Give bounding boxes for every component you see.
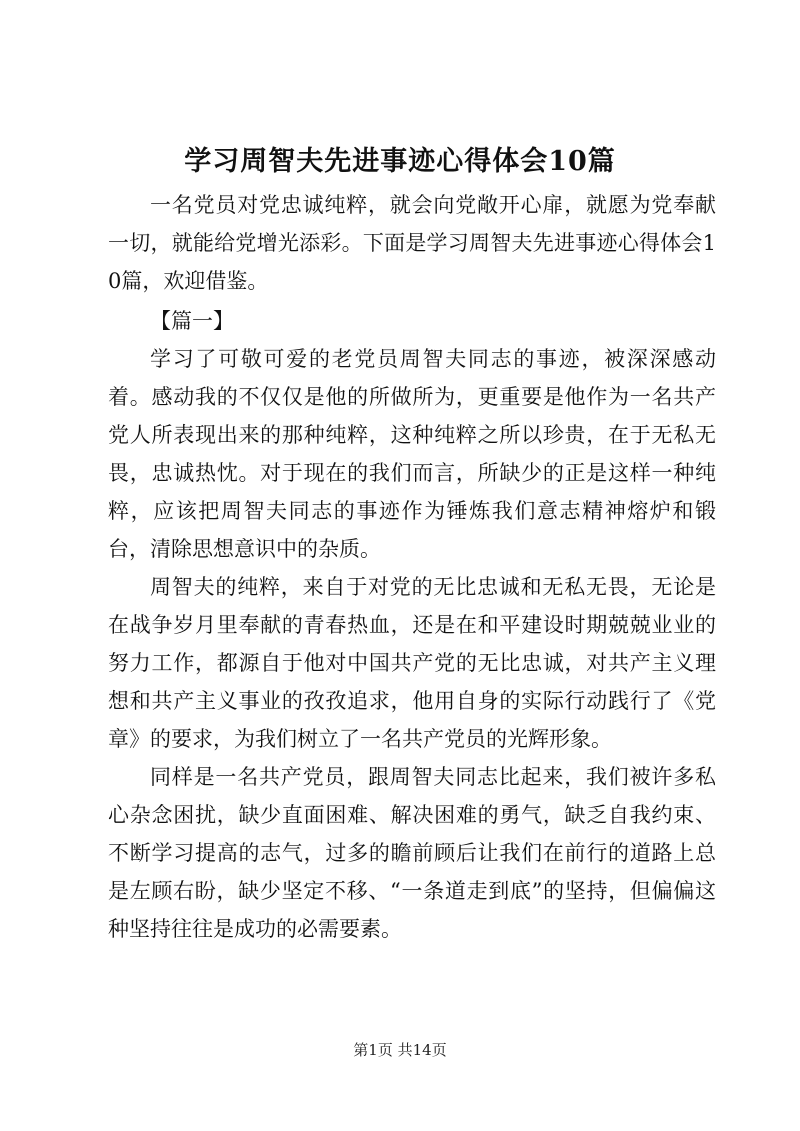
document-body [108,186,716,948]
document-title: 学习周智夫先进事迹心得体会10篇 [184,146,616,177]
section-heading: 【篇一】 [150,309,234,333]
intro-paragraph: 一名党员对党忠诚纯粹，就会向党敞开心扉，就愿为党奉献一切，就能给党增光添彩。下面是学习周智夫先进事迹心得体会10篇，欢迎借鉴。 [108,193,716,293]
body-paragraph-2: 周智夫的纯粹，来自于对党的无比忠诚和无私无畏，无论是在战争岁月里奉献的青春热血，还是在和平建设时期兢兢业业的努力工作，都源自于他对中国共产党的无比忠诚，对共产主义理想和共产主义事业的孜孜追求，他用自身的实际行动践行了《党章》的要求，为我们树立了一名共产党员的光辉形象。 [108,575,716,751]
page-indicator: 第1页 共14页 [353,1041,447,1059]
body-paragraph-3: 同样是一名共产党员，跟周智夫同志比起来，我们被许多私心杂念困扰，缺少直面困难、解决困难的勇气，缺乏自我约束、不断学习提高的志气，过多的瞻前顾后让我们在前行的道路上总是左顾右盼，缺少坚定不移、“一条道走到底”的坚持，但偏偏这种坚持往往是成功的必需要素。 [108,765,716,941]
body-paragraph-1: 学习了可敬可爱的老党员周智夫同志的事迹，被深深感动着。感动我的不仅仅是他的所做所为，更重要是他作为一名共产党人所表现出来的那种纯粹，这种纯粹之所以珍贵，在于无私无畏，忠诚热忱。对于现在的我们而言，所缺少的正是这样一种纯粹，应该把周智夫同志的事迹作为锤炼我们意志精神熔炉和锻台，清除思想意识中的杂质。 [108,347,716,561]
